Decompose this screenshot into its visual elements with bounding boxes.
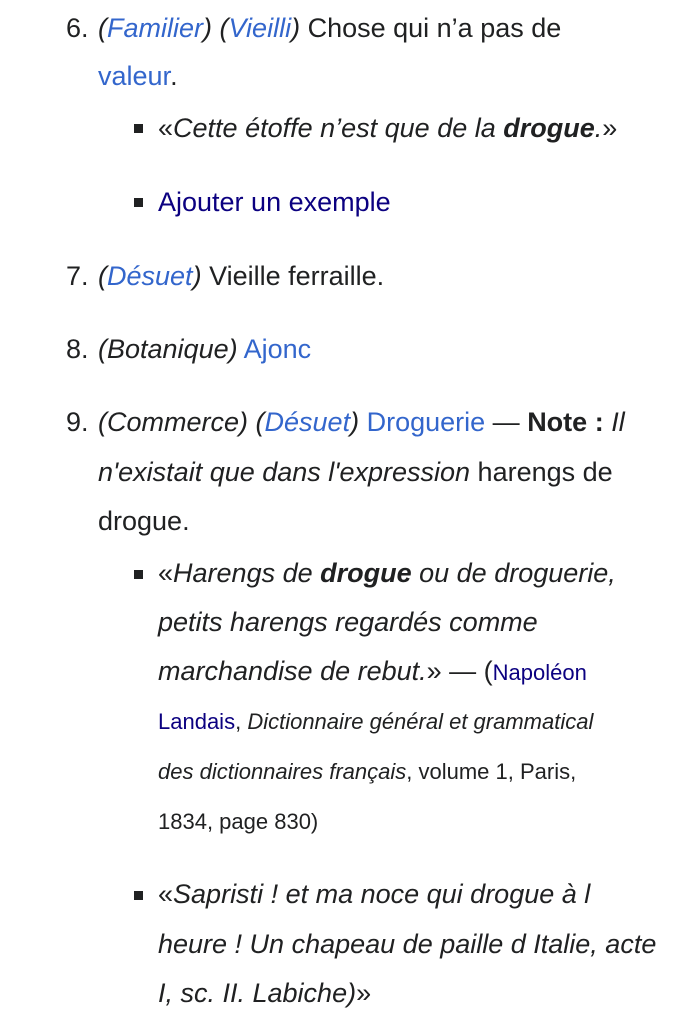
tag-desuet-link[interactable]: Désuet <box>264 407 351 437</box>
tag-desuet-link[interactable]: Désuet <box>107 261 193 291</box>
definition-number: 8. <box>66 334 89 364</box>
definition-9-line-2: n'existait que dans l'expression harengs de <box>98 457 613 487</box>
tag-commerce: (Commerce) <box>98 407 249 437</box>
example-line-1: «Harengs de drogue ou de droguerie, <box>158 558 616 588</box>
tag-botanique: (Botanique) <box>98 334 238 364</box>
definition-9-line-3: drogue. <box>98 506 190 536</box>
example-line-3: I, sc. II. Labiche)» <box>158 978 372 1008</box>
definition-8-line <box>98 333 311 365</box>
example-line-2: heure ! Un chapeau de paille d Italie, acte <box>158 929 657 959</box>
citation-line-1: Landais, Dictionnaire général et grammatical <box>158 709 594 734</box>
example-line-1: «Sapristi ! et ma noce qui drogue à l <box>158 879 591 909</box>
headword-bold: drogue <box>503 113 595 143</box>
note-label: Note : <box>527 407 604 437</box>
example-quote: «Cette étoffe n’est que de la drogue.» <box>158 113 618 143</box>
definition-number: 9. <box>66 407 89 437</box>
author-link-landais[interactable]: Landais <box>158 709 236 734</box>
author-link-napoleon[interactable]: Napoléon <box>492 660 587 685</box>
definition-6-line-1: (Familier) (Vieilli) Chose qui n’a pas de <box>98 13 562 43</box>
ajonc-link[interactable]: Ajonc <box>243 334 312 364</box>
tag-familier-link[interactable]: Familier <box>107 13 204 43</box>
definition-text: Chose qui n’a pas de <box>307 13 562 43</box>
valeur-link[interactable]: valeur <box>98 61 171 91</box>
bullet <box>134 891 143 900</box>
definition-number: 6. <box>66 13 89 43</box>
definition-text: Vieille ferraille. <box>209 261 385 291</box>
add-example-link[interactable]: Ajouter un exemple <box>158 187 391 217</box>
definition-number: 7. <box>66 261 89 291</box>
bullet <box>134 198 143 207</box>
citation-line-2: des dictionnaires français, volume 1, Paris, <box>158 759 577 784</box>
bullet <box>134 570 143 579</box>
example-line-3: marchandise de rebut.» — (Napoléon <box>158 656 587 686</box>
example-line-2: petits harengs regardés comme <box>158 607 538 637</box>
definition-6-line-2: valeur. <box>98 61 178 91</box>
citation-line-3: 1834, page 830) <box>158 809 319 834</box>
headword-bold: drogue <box>320 558 412 588</box>
tag-vieilli-link[interactable]: Vieilli <box>228 13 292 43</box>
droguerie-link[interactable]: Droguerie <box>366 407 486 437</box>
definition-7-line: (Désuet) Vieille ferraille. <box>98 261 385 291</box>
bullet <box>134 124 143 133</box>
definition-9-line-1: (Commerce) (Désuet) Droguerie — Note : Il <box>98 407 625 437</box>
